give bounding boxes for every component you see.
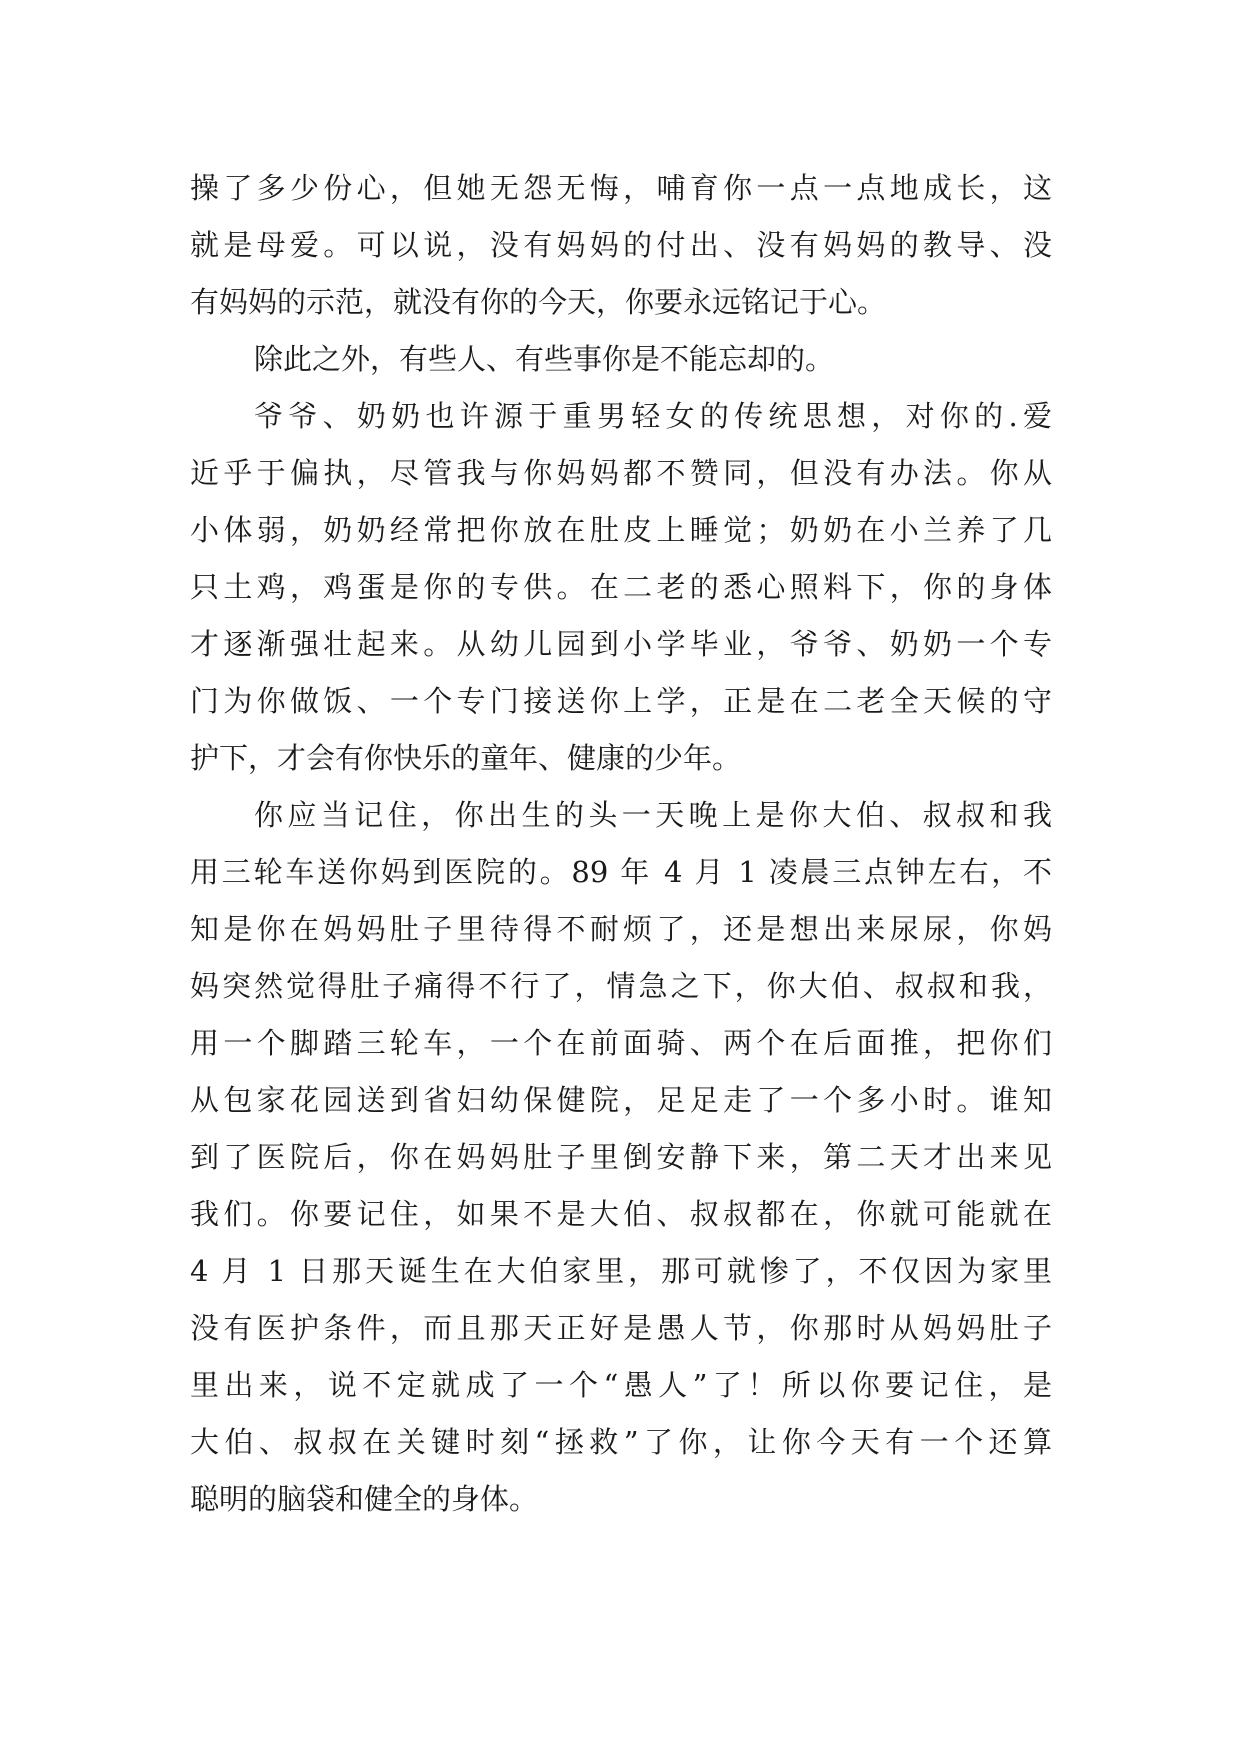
text-line: 爷爷、奶奶也许源于重男轻女的传统思想，对你的.爱 [254,399,1052,433]
text-line: 没有医护条件，而且那天正好是愚人节，你那时从妈妈肚子 [190,1311,1052,1345]
text-line: 门为你做饭、一个专门接送你上学，正是在二老全天候的守 [190,684,1052,718]
text-line: 就是母爱。可以说，没有妈妈的付出、没有妈妈的教导、没 [190,228,1052,262]
text-line: 只土鸡，鸡蛋是你的专供。在二老的悉心照料下，你的身体 [190,570,1052,604]
text-line: 知是你在妈妈肚子里待得不耐烦了，还是想出来尿尿，你妈 [190,912,1052,946]
text-line: 里出来，说不定就成了一个“愚人”了！所以你要记住，是 [190,1368,1052,1402]
text-line: 有妈妈的示范，就没有你的今天，你要永远铭记于心。 [190,285,887,319]
text-line: 近乎于偏执，尽管我与你妈妈都不赞同，但没有办法。你从 [190,456,1052,490]
text-line: 大伯、叔叔在关键时刻“拯救”了你，让你今天有一个还算 [190,1425,1052,1459]
text-line: 用一个脚踏三轮车，一个在前面骑、两个在后面推，把你们 [190,1026,1052,1060]
text-line: 4 月 1 日那天诞生在大伯家里，那可就惨了，不仅因为家里 [190,1254,1052,1288]
text-line: 除此之外，有些人、有些事你是不能忘却的。 [254,342,835,376]
text-line: 到了医院后，你在妈妈肚子里倒安静下来，第二天才出来见 [190,1140,1052,1174]
text-line: 才逐渐强壮起来。从幼儿园到小学毕业，爷爷、奶奶一个专 [190,627,1052,661]
text-line: 我们。你要记住，如果不是大伯、叔叔都在，你就可能就在 [190,1197,1052,1231]
body-text [190,160,1052,1528]
text-line: 小体弱，奶奶经常把你放在肚皮上睡觉；奶奶在小兰养了几 [190,513,1052,547]
text-line: 用三轮车送你妈到医院的。89 年 4 月 1 凌晨三点钟左右，不 [190,855,1052,889]
text-line: 妈突然觉得肚子痛得不行了，情急之下，你大伯、叔叔和我， [190,969,1052,1003]
text-line: 护下，才会有你快乐的童年、健康的少年。 [190,741,742,775]
text-line: 你应当记住，你出生的头一天晚上是你大伯、叔叔和我 [254,798,1052,832]
text-line: 聪明的脑袋和健全的身体。 [190,1482,539,1516]
text-line: 操了多少份心，但她无怨无悔，哺育你一点一点地成长，这 [190,171,1052,205]
text-line: 从包家花园送到省妇幼保健院，足足走了一个多小时。谁知 [190,1083,1052,1117]
